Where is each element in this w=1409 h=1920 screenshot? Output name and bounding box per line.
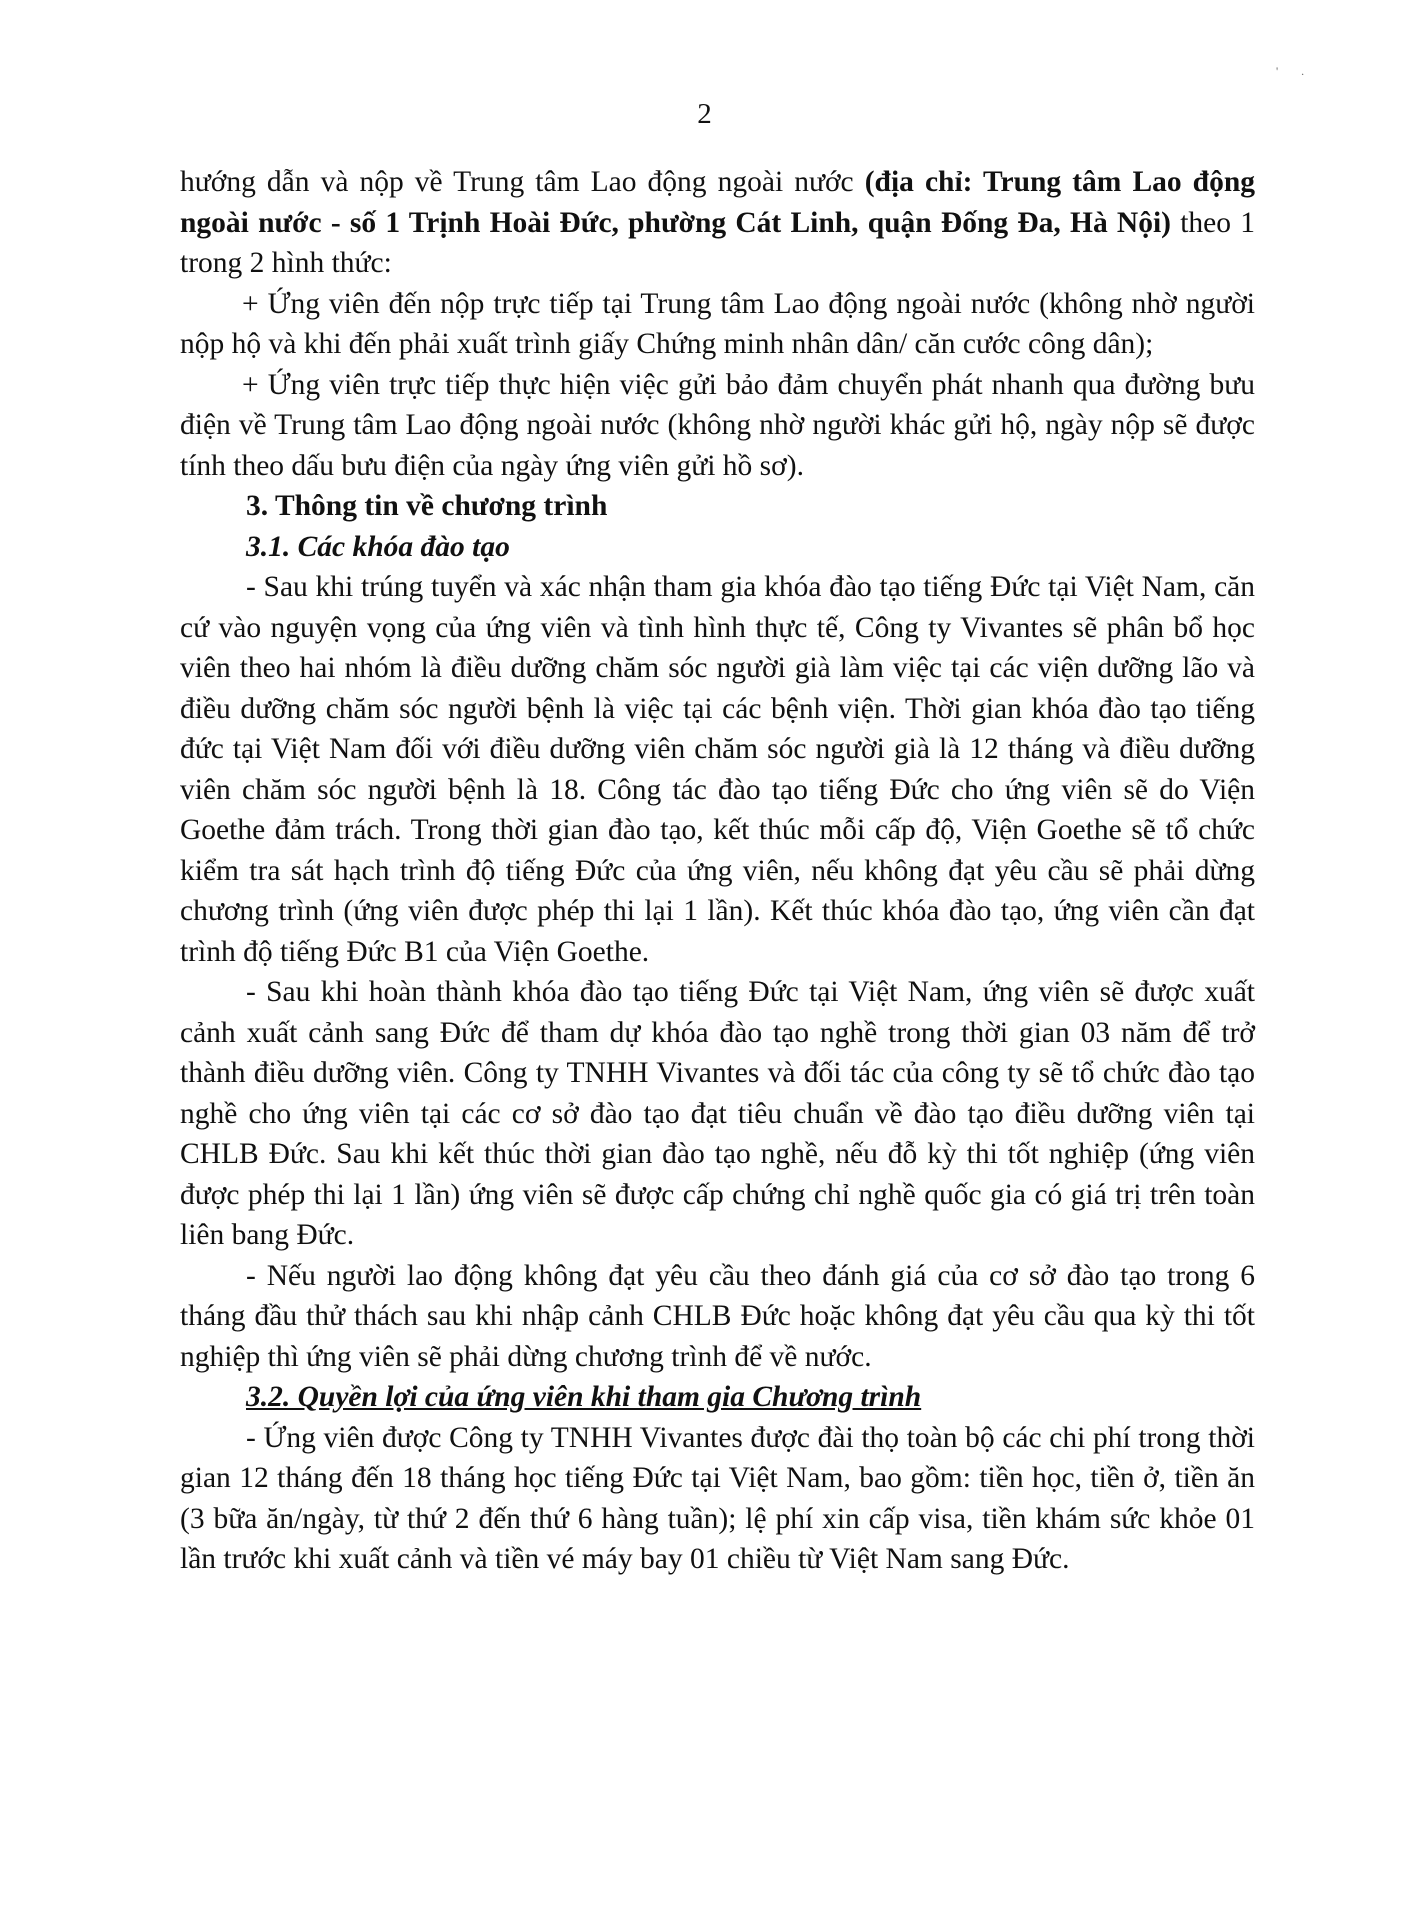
training-paragraph-1: - Sau khi trúng tuyển và xác nhận tham gia khóa đào tạo tiếng Đức tại Việt Nam, căn cứ vào nguyện vọng của ứng viên và tình hình thực tế, Công ty Vivantes sẽ phân bổ học viên theo hai nhóm là điều dưỡng chăm sóc người già làm việc tại các viện dưỡng lão và điều dưỡng chăm sóc người bệnh là việc tại các bệnh viện. Thời gian khóa đào tạo tiếng đức tại Việt Nam đối với điều dưỡng viên chăm sóc người già là 12 tháng và điều dưỡng viên chăm sóc người bệnh là 18. Công tác đào tạo tiếng Đức cho ứng viên sẽ do Viện Goethe đảm trách. Trong thời gian đào tạo, kết thúc mỗi cấp độ, Viện Goethe sẽ tổ chức kiểm tra sát hạch trình độ tiếng Đức của ứng viên, nếu không đạt yêu cầu sẽ phải dừng chương trình (ứng viên được phép thi lại 1 lần). Kết thúc khóa đào tạo, ứng viên cần đạt trình độ tiếng Đức B1 của Viện Goethe.: [180, 571, 1255, 968]
training-paragraph-2: - Sau khi hoàn thành khóa đào tạo tiếng Đức tại Việt Nam, ứng viên sẽ được xuất cảnh xuất cảnh sang Đức để tham dự khóa đào tạo nghề trong thời gian 03 năm để trở thành điều dưỡng viên. Công ty TNHH Vivantes và đối tác của công ty sẽ tổ chức đào tạo nghề cho ứng viên tại các cơ sở đào tạo đạt tiêu chuẩn về đào tạo điều dưỡng viên tại CHLB Đức. Sau khi kết thúc thời gian đào tạo nghề, nếu đỗ kỳ thi tốt nghiệp (ứng viên được phép thi lại 1 lần) ứng viên sẽ được cấp chứng chỉ nghề quốc gia có giá trị trên toàn liên bang Đức.: [180, 976, 1255, 1251]
scan-marks: ' .: [1276, 64, 1315, 78]
submission-option-post: + Ứng viên trực tiếp thực hiện việc gửi bảo đảm chuyển phát nhanh qua đường bưu điện về Trung tâm Lao động ngoài nước (không nhờ người khác gửi hộ, ngày nộp sẽ được tính theo dấu bưu điện của ngày ứng viên gửi hồ sơ).: [180, 368, 1255, 482]
intro-text: hướng dẫn và nộp về Trung tâm Lao động ngoài nước: [180, 166, 865, 198]
document-body: [180, 162, 1255, 1580]
section-3-2-heading: 3.2. Quyền lợi của ứng viên khi tham gia Chương trình: [246, 1381, 922, 1413]
training-paragraph-3: - Nếu người lao động không đạt yêu cầu theo đánh giá của cơ sở đào tạo trong 6 tháng đầu thử thách sau khi nhập cảnh CHLB Đức hoặc không đạt yêu cầu qua kỳ thi tốt nghiệp thì ứng viên sẽ phải dừng chương trình để về nước.: [180, 1259, 1255, 1373]
section-3-heading: 3. Thông tin về chương trình: [246, 490, 608, 522]
intro-text-end: theo 1 trong 2 hình thức:: [180, 206, 1255, 279]
page-number: 2: [697, 98, 712, 130]
intro-paragraph: [180, 162, 1255, 284]
benefits-paragraph-1: - Ứng viên được Công ty TNHH Vivantes được đài thọ toàn bộ các chi phí trong thời gian 12 tháng đến 18 tháng học tiếng Đức tại Việt Nam, bao gồm: tiền học, tiền ở, tiền ăn (3 bữa ăn/ngày, từ thứ 2 đến thứ 6 hàng tuần); lệ phí xin cấp visa, tiền khám sức khỏe 01 lần trước khi xuất cảnh và tiền vé máy bay 01 chiều từ Việt Nam sang Đức.: [180, 1421, 1255, 1575]
section-3-1-heading: 3.1. Các khóa đào tạo: [246, 530, 510, 563]
address-bold: (địa chỉ: Trung tâm Lao động ngoài nước - số 1 Trịnh Hoài Đức, phường Cát Linh, quận Đống Đa, Hà Nội): [180, 166, 1255, 239]
submission-option-in-person: + Ứng viên đến nộp trực tiếp tại Trung tâm Lao động ngoài nước (không nhờ người nộp hộ và khi đến phải xuất trình giấy Chứng minh nhân dân/ căn cước công dân);: [180, 287, 1255, 360]
